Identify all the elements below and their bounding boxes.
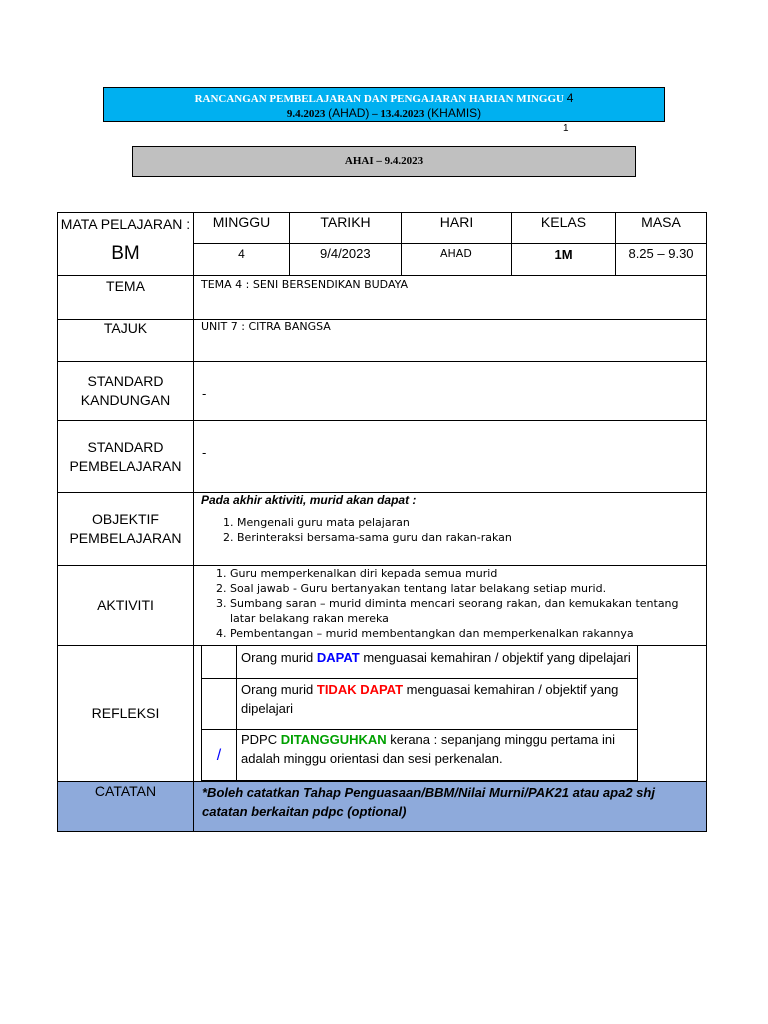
obj-label-line2: PEMBELAJARAN bbox=[69, 530, 182, 546]
sp-label bbox=[57, 420, 194, 493]
obj-list bbox=[201, 515, 706, 545]
akt-label: AKTIVITI bbox=[57, 565, 194, 646]
obj-intro: Pada akhir aktiviti, murid akan dapat : bbox=[201, 493, 417, 507]
subject-value: BM bbox=[111, 243, 140, 264]
akt-item: 2. Soal jawab - Guru bertanyakan tentang latar belakang setiap murid. bbox=[230, 581, 706, 596]
refl-3-key: DITANGGUHKAN bbox=[280, 732, 387, 747]
akt-item: 4. Pembentangan – murid membentangkan dan memperkenalkan rakannya bbox=[230, 626, 706, 641]
val-minggu: 4 bbox=[193, 243, 290, 276]
subject-cell bbox=[57, 212, 194, 276]
refl-box-1 bbox=[201, 645, 237, 679]
col-masa: MASA bbox=[615, 212, 707, 244]
tajuk-label: TAJUK bbox=[57, 319, 194, 362]
tajuk-value: UNIT 7 : CITRA BANGSA bbox=[193, 319, 707, 362]
obj-label-line1: OBJEKTIF bbox=[92, 511, 159, 527]
val-masa: 8.25 – 9.30 bbox=[615, 243, 707, 276]
sk-label bbox=[57, 361, 194, 421]
sk-value: - bbox=[193, 361, 707, 421]
col-tarikh: TARIKH bbox=[289, 212, 402, 244]
val-kelas: 1M bbox=[511, 243, 616, 276]
catatan-value: *Boleh catatkan Tahap Penguasaan/BBM/Nilai Murni/PAK21 atau apa2 shj catatan berkaitan pdpc (optional) bbox=[193, 781, 707, 832]
header-week: 4 bbox=[566, 91, 574, 105]
sp-label-line1: STANDARD bbox=[87, 438, 164, 455]
refl-1-pre: Orang murid bbox=[241, 650, 317, 665]
header-sep: – bbox=[372, 108, 378, 120]
val-tarikh: 9/4/2023 bbox=[289, 243, 402, 276]
refl-1-post: menguasai kemahiran / objektif yang dipelajari bbox=[359, 650, 631, 665]
akt-item: 3. Sumbang saran – murid diminta mencari seorang rakan, dan kemukakan tentang latar belakang rakan mereka bbox=[230, 596, 706, 626]
catatan-label: CATATAN bbox=[57, 781, 194, 832]
sp-label-line2: PEMBELAJARAN bbox=[69, 457, 182, 474]
akt-item: 1. Guru memperkenalkan diri kepada semua murid bbox=[230, 566, 706, 581]
refl-1-key: DAPAT bbox=[316, 650, 360, 665]
day-banner: AHAI – 9.4.2023 bbox=[132, 146, 636, 177]
header-date-start: 9.4.2023 bbox=[286, 108, 326, 120]
refl-2-post: menguasai kemahiran / objektif yang dipelajari bbox=[241, 682, 619, 716]
obj-label bbox=[57, 492, 194, 566]
refl-3-pre: PDPC bbox=[241, 732, 281, 747]
subject-label: MATA PELAJARAN : bbox=[60, 216, 191, 232]
tema-value: TEMA 4 : SENI BERSENDIKAN BUDAYA bbox=[193, 275, 707, 320]
refl-box-3: / bbox=[201, 729, 237, 781]
col-kelas: KELAS bbox=[511, 212, 616, 244]
header-day-end: KHAMIS bbox=[431, 106, 478, 120]
sp-value: - bbox=[193, 420, 707, 493]
sk-label-line1: STANDARD bbox=[87, 373, 164, 389]
akt-cell bbox=[193, 565, 707, 646]
akt-list bbox=[194, 566, 706, 641]
page-number: 1 bbox=[563, 123, 569, 134]
col-minggu: MINGGU bbox=[193, 212, 290, 244]
header-date-end: 13.4.2023 bbox=[380, 108, 425, 120]
refl-3-post: kerana : sepanjang minggu pertama ini adalah minggu orientasi dan sesi perkenalan. bbox=[241, 732, 616, 766]
refl-text-2 bbox=[236, 678, 638, 730]
refl-text-1 bbox=[236, 645, 638, 679]
col-hari: HARI bbox=[401, 212, 512, 244]
refl-2-pre: Orang murid bbox=[241, 682, 317, 697]
obj-cell bbox=[193, 492, 707, 566]
obj-item: 1. Mengenali guru mata pelajaran bbox=[237, 515, 706, 530]
val-hari: AHAD bbox=[401, 243, 512, 276]
header-title: RANCANGAN PEMBELAJARAN DAN PENGAJARAN HARIAN MINGGU bbox=[194, 93, 564, 105]
obj-item: 2. Berinteraksi bersama-sama guru dan rakan-rakan bbox=[237, 530, 706, 545]
tema-label: TEMA bbox=[57, 275, 194, 320]
plan-header: RANCANGAN PEMBELAJARAN DAN PENGAJARAN HARIAN MINGGU 4 9.4.2023 (AHAD) – 13.4.2023 (KHAMIS) bbox=[103, 87, 665, 122]
sk-label-line2: KANDUNGAN bbox=[80, 392, 171, 408]
refleksi-label: REFLEKSI bbox=[57, 645, 194, 782]
refl-text-3 bbox=[236, 729, 638, 781]
refl-2-key: TIDAK DAPAT bbox=[316, 682, 404, 697]
header-day-start: AHAD bbox=[332, 106, 366, 120]
refl-box-2 bbox=[201, 678, 237, 730]
